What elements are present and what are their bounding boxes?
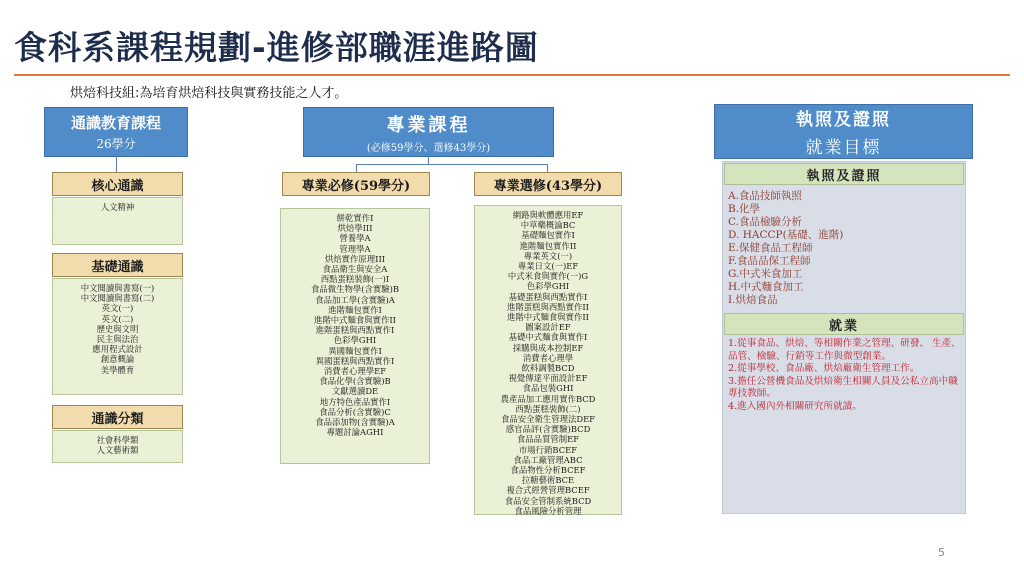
list-item: 中文閱讀與書寫(一) [80,283,155,293]
list-item: 食品化學(含實驗)B [319,376,391,387]
elective-courses-header: 專業選修(43學分) [474,172,622,196]
page-number: 5 [938,546,945,559]
list-item: 食品微生物學(含實驗)B [310,284,400,295]
list-item: 美學體育 [100,364,135,375]
list-item: 中文閱讀與書寫(二) [80,293,155,304]
list-item: 食品衛生與安全A [322,264,388,275]
list-item: 1.從事食品、烘焙、等相關作業之管理、研發、 生產、品管、檢驗、行銷等工作與微型創業。 [728,338,961,362]
list-item: C.食品檢驗分析 [728,216,802,228]
connector-prof-left [356,164,357,172]
connector-prof-horizontal [356,164,548,165]
list-item: 2.從事學校、食品廠、烘焙廠衛生管理工作。 [728,363,920,375]
connector-prof-right [547,164,548,172]
list-item: 複合式經營管理BCEF [506,485,590,496]
list-item: 進階麵包實作I [328,304,382,315]
list-item: 視覺傳達平面設計EF [508,373,588,384]
list-item: 餅乾實作I [336,213,374,223]
list-item: 拉糖藝術BCE [521,475,575,486]
list-item: 營養學A [339,233,371,244]
list-item: 市場行銷BCEF [518,444,578,455]
license-list [728,190,960,307]
employment-header: 就業 [724,313,964,335]
list-item: A.食品技師執照 [728,190,802,202]
list-item: 管理學A [339,243,371,254]
general-education-box [44,107,188,157]
list-item: 歷史與文明 [96,323,139,334]
list-item: 食品品質管制EF [516,434,580,445]
elective-courses-list [474,205,622,515]
list-item: 中草藥概論BC [520,220,576,231]
list-item: 人文藝術類 [96,445,139,456]
list-item: 食品安全管制系統BCD [504,495,592,506]
list-item: 進階中式麵食與實作II [314,315,396,326]
list-item: 社會科學類 [96,435,139,445]
core-general-list [52,197,183,245]
core-general-header: 核心通識 [52,172,183,196]
list-item: 消費者心理學EF [323,366,387,377]
list-item: G.中式米食加工 [728,268,803,280]
list-item: H.中式麵食加工 [728,281,804,293]
list-item: 食品工廠管理ABC [513,454,583,465]
employment-goal-title: 就業目標 [805,138,882,158]
list-item: 消費者心理學 [522,352,574,363]
list-item: 進階蛋糕與西點實作I [315,325,395,336]
professional-courses-box [303,107,554,157]
list-item: 食品包裝GHI [522,383,574,394]
general-classification-list [52,430,183,463]
list-item: 食品風險分析管理 [514,505,582,516]
connector-gen [116,157,117,172]
list-item: 3.擔任公營機食品及烘焙衛生相關人員及公私立高中職專技教師。 [728,375,958,400]
employment-list [728,338,962,414]
list-item: 食品安全衛生管理法DEF [500,414,595,425]
list-item: 基礎蛋糕與西點實作I [508,291,588,302]
professional-courses-title: 專業課程 [386,114,471,136]
list-item: 異國蛋糕與西點實作I [315,355,395,366]
list-item: 4.進入國內外相關研究所就讀。 [728,400,862,412]
list-item: 飲料調製BCD [521,363,575,374]
list-item: 烘焙實作原理III [324,253,386,264]
list-item: 進階麵包實作II [519,240,577,251]
list-item: B.化學 [728,203,761,215]
list-item: 採購與成本控制EF [512,342,584,353]
list-item: 烘焙學III [337,223,373,234]
list-item: 人文精神 [100,202,135,212]
list-item: I.烘焙食品 [728,294,778,306]
list-item: 食品分析(含實驗)C [319,406,391,417]
page-title: 食科系課程規劃-進修部職涯進路圖 [14,28,539,67]
list-item: 應用程式設計 [92,344,143,355]
basic-general-list [52,278,183,395]
list-item: 農產品加工應用實作BCD [500,393,596,404]
list-item: 進階蛋糕與西點實作II [507,301,589,312]
list-item: 專題討論AGHI [326,427,384,438]
general-education-title: 通識教育課程 [70,114,161,132]
license-title: 執照及證照 [796,110,891,130]
license-header: 執照及證照 [724,163,964,185]
list-item: 進階中式麵食與實作II [507,312,589,323]
list-item: 民主與法治 [96,334,139,345]
list-item: 創意概論 [100,354,135,365]
list-item: 中式米食與實作(一)G [507,271,589,282]
required-courses-header: 專業必修(59學分) [282,172,430,196]
list-item: 色彩學GHI [526,281,570,292]
list-item: 文獻選讀DE [331,386,379,397]
list-item: 西點蛋糕裝飾(二) [515,403,581,414]
required-courses-list [280,208,430,464]
list-item: 地方特色產品實作I [319,396,391,407]
list-item: 感官品評(含實驗)BCD [505,424,591,435]
professional-courses-credits: (必修59學分、選修43學分) [366,142,491,154]
list-item: D. HACCP(基礎、進階) [728,229,844,241]
list-item: 網路與軟體應用EF [512,210,584,220]
list-item: 專業日文(一)EF [517,261,579,272]
general-classification-header: 通識分類 [52,405,183,429]
list-item: 西點蛋糕裝飾(一)I [320,274,390,285]
general-education-credits: 26學分 [96,137,136,151]
list-item: 專業英文(一) [523,250,573,261]
basic-general-header: 基礎通識 [52,253,183,277]
list-item: 基礎中式麵食與實作I [508,332,588,343]
title-divider [14,74,1010,76]
list-item: 基礎麵包實作I [521,230,575,241]
list-item: 食品添加物(含實驗)A [315,417,395,428]
list-item: 食品物性分析BCEF [510,465,586,476]
connector-prof-vertical [428,157,429,164]
page-subtitle: 烘焙科技組:為培育烘焙科技與實務技能之人才。 [70,86,348,101]
license-employment-box [714,104,973,159]
list-item: 異國麵包實作I [328,345,382,356]
list-item: F.食品品保工程師 [728,255,811,267]
list-item: 食品加工學(含實驗)A [315,294,395,305]
list-item: 英文(二) [101,313,134,324]
list-item: 英文(一) [101,303,134,314]
list-item: E.保健食品工程師 [728,242,813,254]
list-item: 色彩學GHI [333,335,377,346]
list-item: 圖案設計EF [525,322,571,333]
